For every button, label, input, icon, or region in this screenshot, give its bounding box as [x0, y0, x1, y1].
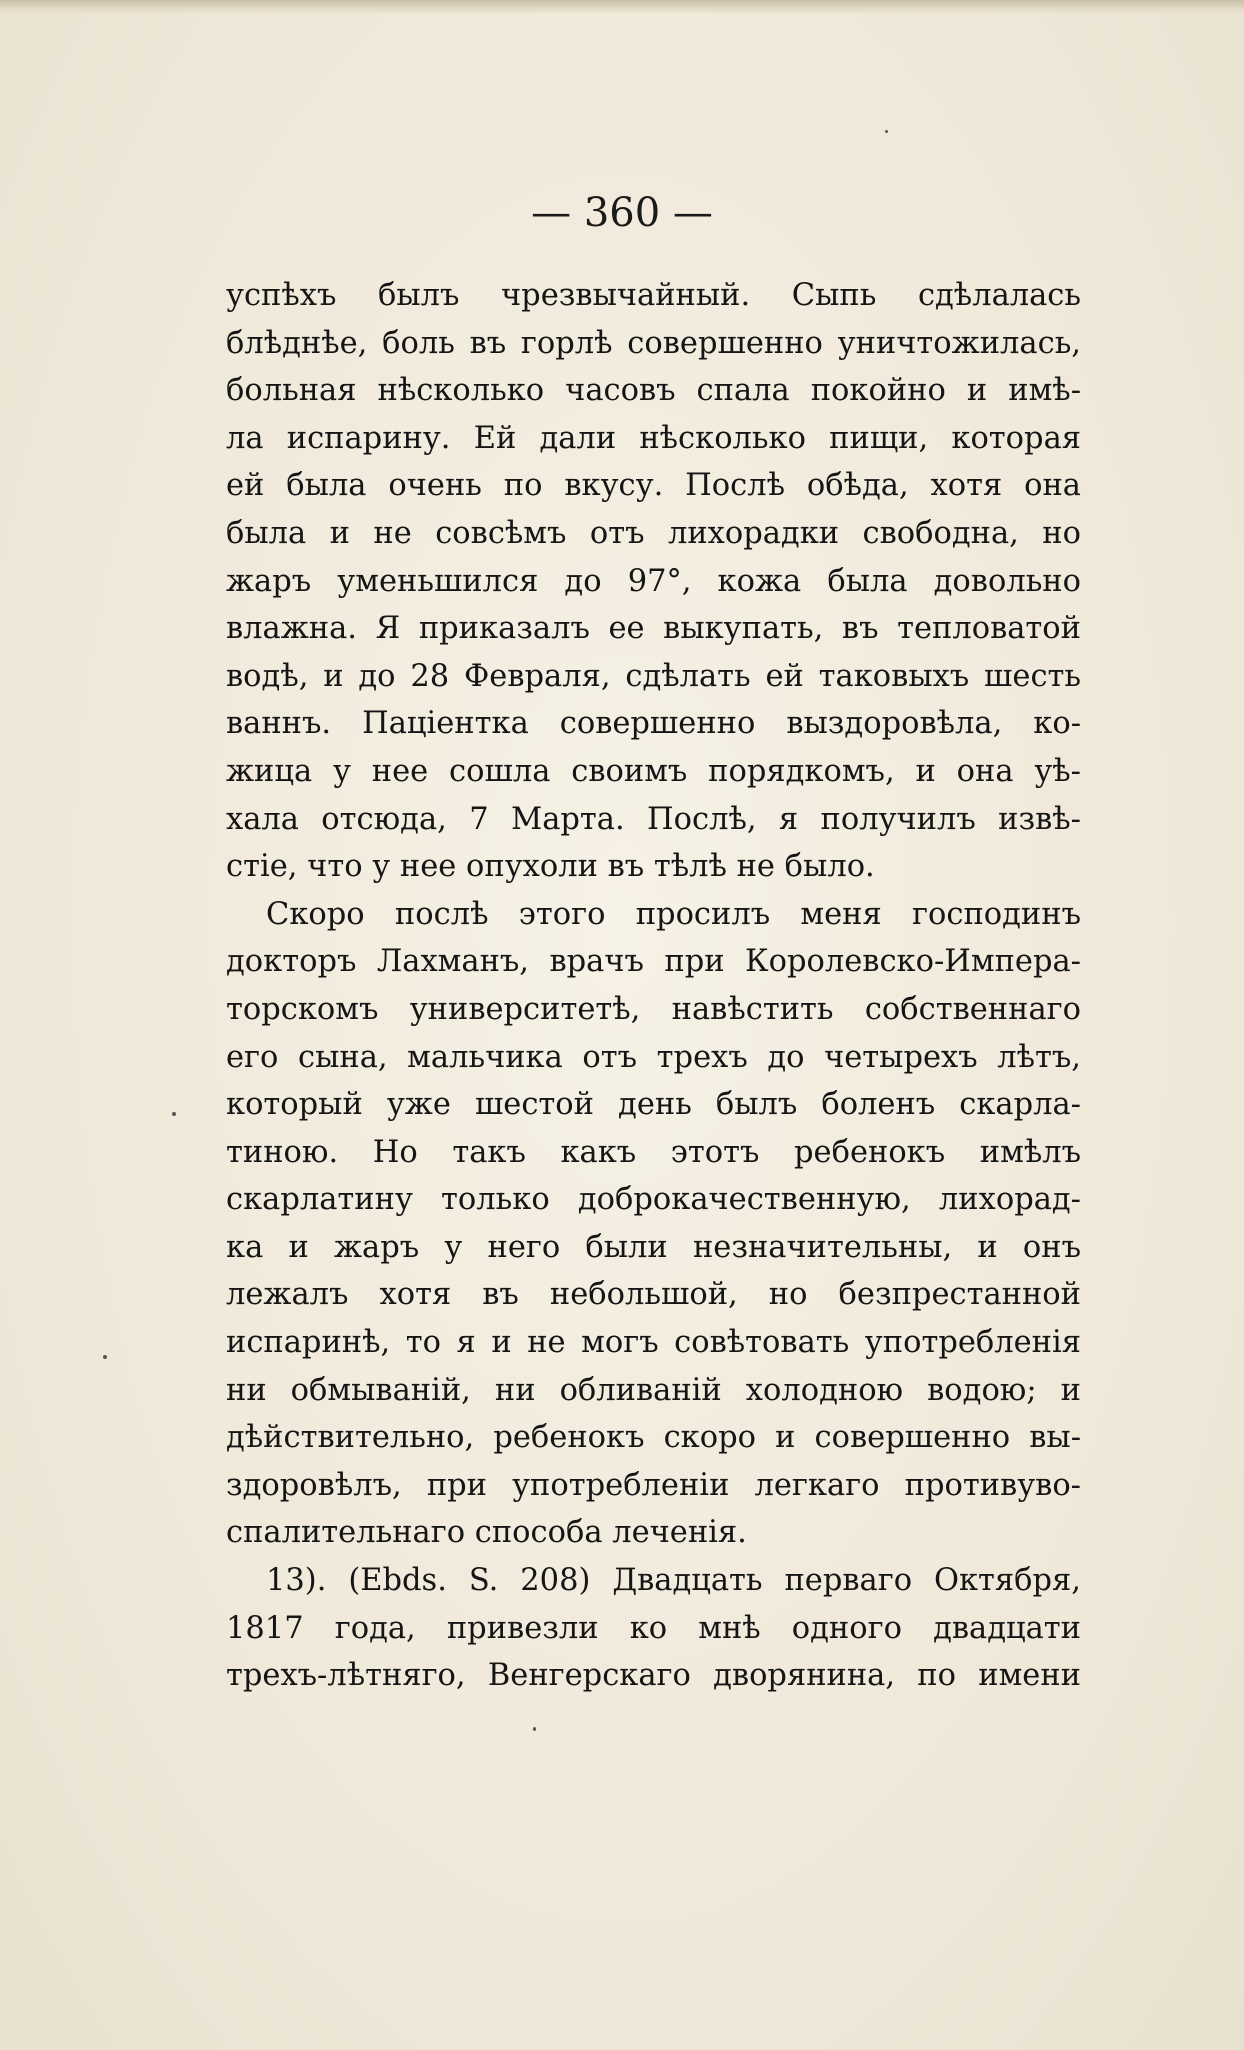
text-line: лежалъ хотя въ небольшой, но безпрестанной — [226, 1277, 1081, 1313]
text-line: ей была очень по вкусу. Послѣ обѣда, хотя она — [226, 468, 1081, 504]
text-line: больная нѣсколько часовъ спала покойно и имѣ- — [226, 373, 1081, 409]
text-line: ваннъ. Паціентка совершенно выздоровѣла, ко- — [226, 706, 1081, 742]
ink-speck — [533, 1727, 536, 1731]
text-line: ни обмываній, ни обливаній холодною водою; и — [226, 1372, 1081, 1408]
text-line: здоровѣлъ, при употребленіи легкаго противуво- — [226, 1467, 1081, 1503]
body-text — [226, 272, 1081, 1700]
text-line: хала отсюда, 7 Марта. Послѣ, я получилъ извѣ- — [226, 801, 1081, 837]
page-top-edge — [0, 0, 1244, 14]
ink-speck — [885, 130, 888, 133]
paragraph — [226, 1557, 1081, 1700]
text-line: торскомъ университетѣ, навѣстить собственнаго — [226, 991, 1081, 1027]
page-number: — 360 — — [531, 190, 713, 236]
text-line: была и не совсѣмъ отъ лихорадки свободна, но — [226, 515, 1081, 551]
ink-speck — [172, 1112, 176, 1116]
text-line: спалительнаго способа леченія. — [226, 1515, 747, 1551]
text-line: влажна. Я приказалъ ее выкупать, въ тепловатой — [226, 611, 1081, 647]
text-line: ла испарину. Ей дали нѣсколько пищи, которая — [226, 420, 1081, 456]
text-line: испаринѣ, то я и не могъ совѣтовать употребленія — [226, 1325, 1081, 1361]
text-line: жаръ уменьшился до 97°, кожа была довольно — [226, 563, 1081, 599]
paragraph — [226, 891, 1081, 1557]
text-line: водѣ, и до 28 Февраля, сдѣлать ей таковыхъ шесть — [226, 658, 1081, 694]
text-line: докторъ Лахманъ, врачъ при Королевско-Импера- — [226, 944, 1081, 980]
text-line: блѣднѣе, боль въ горлѣ совершенно уничтожилась, — [226, 325, 1081, 361]
text-line: стіе, что у нее опухоли въ тѣлѣ не было. — [226, 849, 875, 885]
text-line: 13). (Ebds. S. 208) Двадцать перваго Октября, — [266, 1563, 1081, 1599]
text-line: ка и жаръ у него были незначительны, и онъ — [226, 1229, 1081, 1265]
text-line: успѣхъ былъ чрезвычайный. Сыпь сдѣлалась — [226, 278, 1081, 313]
text-line: Скоро послѣ этого просилъ меня господинъ — [266, 896, 1081, 932]
text-line: трехъ-лѣтняго, Венгерскаго дворянина, по имени — [226, 1658, 1081, 1694]
text-line: который уже шестой день былъ боленъ скарла- — [226, 1087, 1081, 1123]
text-line: дѣйствительно, ребенокъ скоро и совершенно вы- — [226, 1420, 1081, 1456]
text-line: жица у нее сошла своимъ порядкомъ, и она уѣ- — [226, 753, 1081, 789]
ink-speck — [103, 1355, 107, 1359]
text-line: тиною. Но такъ какъ этотъ ребенокъ имѣлъ — [226, 1134, 1081, 1170]
text-line: его сына, мальчика отъ трехъ до четырехъ лѣтъ, — [226, 1039, 1081, 1075]
text-line: 1817 года, привезли ко мнѣ одного двадцати — [226, 1610, 1081, 1646]
text-line: скарлатину только доброкачественную, лихорад- — [226, 1182, 1081, 1218]
paragraph — [226, 272, 1081, 891]
